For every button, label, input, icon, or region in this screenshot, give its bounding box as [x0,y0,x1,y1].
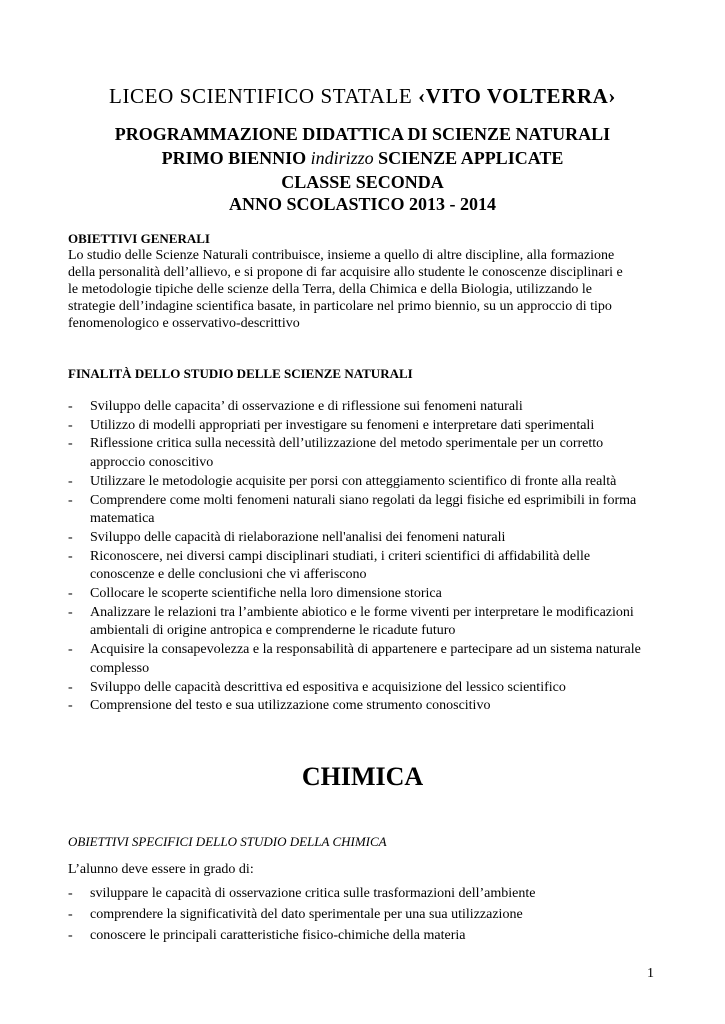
page-number: 1 [647,966,654,981]
list-item-text: conoscere le principali caratteristiche fisico-chimiche della materia [90,928,466,943]
list-item [68,641,658,678]
list-item-text: Analizzare le relazioni tra l’ambiente abiotico e le forme viventi per interpretare le modificazioni ambientali di origine antropica e comprenderne le ricadute futuro [90,604,634,639]
school-name [0,84,725,109]
list-item [68,492,658,529]
list-item-text: Comprendere come molti fenomeni naturali siano regolati da leggi fisiche ed esprimibili in forma matematica [90,492,637,527]
chimica-heading: CHIMICA [301,762,424,791]
dash-marker: - [68,399,73,414]
obiettivi-line: Lo studio delle Scienze Naturali contribuisce, insieme a quello di altre discipline, alla formazione [68,248,615,263]
finalita-list [68,398,658,716]
obiettivi-line: fenomenologico e osservativo-descrittivo [68,316,300,331]
dash-marker: - [68,473,73,489]
dash-marker: - [68,492,73,508]
class-line: CLASSE SECONDA [281,172,444,192]
list-item-text: Riconoscere, nei diversi campi disciplinari studiati, i criteri scientifici di affidabilità delle conoscenze e delle conclusioni che vi afferiscono [90,548,591,583]
list-item [68,548,658,585]
school-proper-name: ‹VITO VOLTERRA› [418,84,616,108]
dash-marker: - [68,586,73,602]
list-item [68,904,658,925]
biennio-line [0,148,725,169]
dash-marker: - [68,436,73,452]
obiettivi-title: OBIETTIVI GENERALI [68,231,210,246]
list-item [68,473,658,492]
dash-marker: - [68,417,73,433]
list-item [68,417,658,436]
list-item-text: Acquisire la consapevolezza e la responsabilità di appartenere e partecipare ad un sistema naturale complesso [90,642,641,676]
biennio-post: SCIENZE APPLICATE [373,148,564,168]
list-item-text: Collocare le scoperte scientifiche nella loro dimensione storica [90,586,442,602]
dash-marker: - [68,698,73,714]
chimica-intro: L’alunno deve essere in grado di: [68,862,254,877]
list-item-text: Sviluppo delle capacità di rielaborazione nell'analisi dei fenomeni naturali [90,529,506,545]
list-item-text: Sviluppo delle capacità descrittiva ed espositiva e acquisizione del lessico scientifico [90,679,566,695]
chimica-subtitle: OBIETTIVI SPECIFICI DELLO STUDIO DELLA CHIMICA [68,834,387,849]
dash-marker: - [68,529,73,545]
list-item [68,585,658,604]
list-item [68,398,658,417]
finalita-title: FINALITÀ DELLO STUDIO DELLE SCIENZE NATURALI [68,366,413,381]
list-item-text: Comprensione del testo e sua utilizzazione come strumento conoscitivo [90,698,491,714]
list-item-text: Sviluppo delle capacita’ di osservazione e di riflessione sui fenomeni naturali [90,399,523,414]
list-item [68,925,658,946]
obiettivi-line: le metodologie tipiche delle scienze della Terra, della Chimica e della Biologia, utilizzando le [68,282,592,297]
list-item-text: comprendere la significatività del dato sperimentale per una sua utilizzazione [90,907,523,922]
list-item-text: Utilizzare le metodologie acquisite per porsi con atteggiamento scientifico di fronte alla realtà [90,473,617,489]
list-item [68,697,658,716]
list-item-text: Utilizzo di modelli appropriati per investigare su fenomeni e interpretare dati sperimentali [90,417,595,433]
list-item [68,679,658,698]
dash-marker: - [68,907,73,922]
school-prefix: LICEO SCIENTIFICO STATALE [109,84,419,108]
list-item [68,604,658,641]
school-year-line: ANNO SCOLASTICO 2013 - 2014 [228,194,497,214]
dash-marker: - [68,548,73,564]
dash-marker: - [68,642,73,658]
obiettivi-line: strategie dell’indagine scientifica basate, in particolare nel primo biennio, su un approccio di tipo [68,299,612,314]
biennio-italic: indirizzo [310,148,374,168]
list-item-text: Riflessione critica sulla necessità dell’utilizzazione del metodo sperimentale per un corretto approccio conoscitivo [90,436,604,471]
dash-marker: - [68,604,73,620]
dash-marker: - [68,928,73,943]
list-item-text: sviluppare le capacità di osservazione critica sulle trasformazioni dell’ambiente [90,886,536,901]
chimica-list [68,883,658,946]
list-item [68,435,658,472]
list-item [68,883,658,904]
program-title: PROGRAMMAZIONE DIDATTICA DI SCIENZE NATURALI [114,124,611,144]
obiettivi-paragraph [68,247,658,332]
list-item [68,529,658,548]
dash-marker: - [68,886,73,901]
dash-marker: - [68,679,73,695]
obiettivi-line: della personalità dell’allievo, e si propone di far acquisire allo studente le conoscenze disciplinari e [68,265,623,280]
biennio-pre: PRIMO BIENNIO [161,148,311,168]
